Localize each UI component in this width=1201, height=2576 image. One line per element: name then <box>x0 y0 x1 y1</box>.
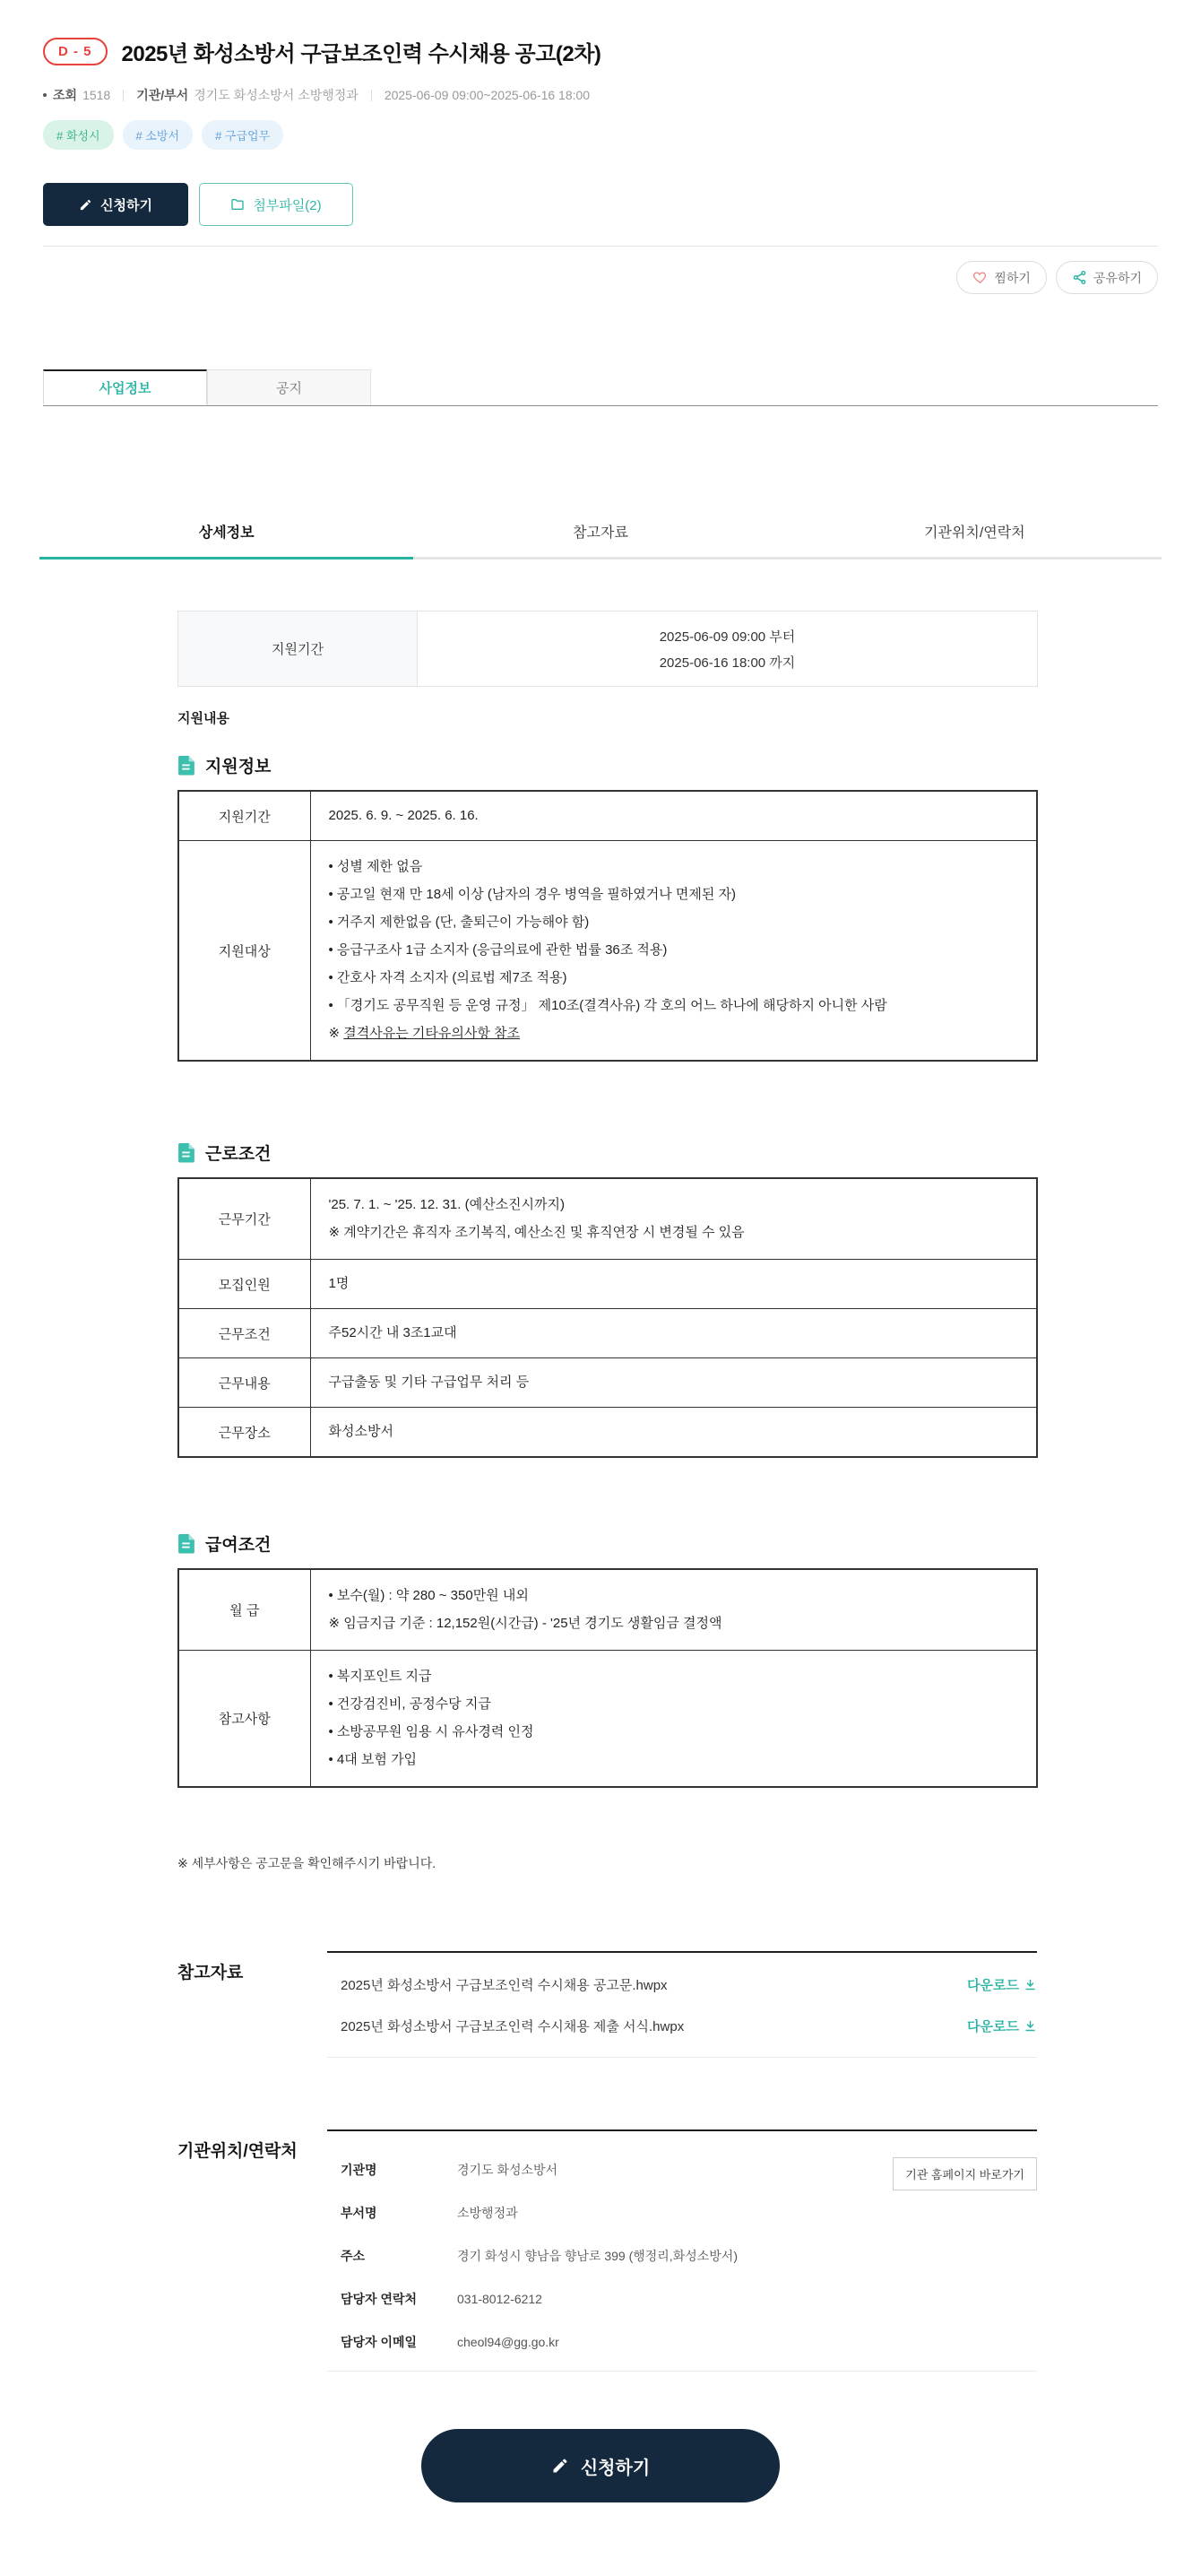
attachments-button[interactable] <box>199 183 353 226</box>
document-icon <box>177 1533 196 1554</box>
row-label: 지원대상 <box>178 841 310 1062</box>
header <box>0 0 1201 226</box>
primary-tabs <box>43 369 1158 406</box>
homepage-button[interactable]: 기관 홈페이지 바로가기 <box>893 2157 1037 2190</box>
row-value <box>310 1651 1037 1788</box>
contact-value: cheol94@gg.go.kr <box>457 2335 559 2349</box>
tag-ems-work[interactable]: # 구급업무 <box>202 120 283 150</box>
table-row <box>178 1260 1037 1309</box>
contact-label: 담당자 연락처 <box>341 2292 418 2306</box>
row-label: 근무내용 <box>178 1358 310 1408</box>
contact-row <box>327 2333 1037 2351</box>
apply-period-value <box>418 611 1038 687</box>
line: '25. 7. 1. ~ '25. 12. 31. (예산소진시까지) <box>328 1197 566 1212</box>
support-info-table <box>177 790 1038 1062</box>
dday-badge: D - 5 <box>43 38 108 65</box>
meta-row <box>43 86 1158 104</box>
heart-icon <box>972 270 988 285</box>
apply-period-table <box>177 611 1038 687</box>
meta-separator <box>123 90 124 101</box>
like-button-label: 찜하기 <box>994 270 1031 285</box>
title-row <box>43 0 1158 67</box>
apply-period-from: 2025-06-09 09:00 부터 <box>659 629 796 645</box>
references-title: 참고자료 <box>177 1964 244 1982</box>
share-button[interactable] <box>1056 261 1158 294</box>
row-value: 구급출동 및 기타 구급업무 처리 등 <box>310 1358 1037 1408</box>
views-label: 조회 <box>53 88 78 102</box>
support-info-heading <box>177 753 1038 777</box>
table-row <box>178 791 1037 841</box>
contact-label: 부서명 <box>341 2206 377 2220</box>
attachments-button-label: 첨부파일(2) <box>253 197 322 213</box>
bottom-apply-button[interactable] <box>421 2429 780 2502</box>
tab-notice[interactable]: 공지 <box>207 369 371 405</box>
line: ※ 임금지급 기준 : 12,152원(시간급) - '25년 경기도 생활임금 결정액 <box>328 1616 722 1631</box>
page-title: 2025년 화성소방서 구급보조인력 수시채용 공고(2차) <box>121 42 601 66</box>
salary-title: 급여조건 <box>205 1536 272 1555</box>
apply-period-to: 2025-06-16 18:00 까지 <box>659 655 796 671</box>
meta-separator <box>371 90 372 101</box>
pencil-icon <box>79 198 92 212</box>
contact-row <box>327 2247 1037 2265</box>
views-value: 1518 <box>82 88 111 102</box>
action-row <box>43 183 1158 226</box>
row-value: 2025. 6. 9. ~ 2025. 6. 16. <box>310 791 1037 841</box>
document-icon <box>177 755 196 776</box>
row-value: 1명 <box>310 1260 1037 1309</box>
row-label: 참고사항 <box>178 1651 310 1788</box>
references-list <box>327 1951 1037 2058</box>
work-conditions-title: 근로조건 <box>205 1145 272 1164</box>
contact-title: 기관위치/연락처 <box>177 2142 298 2161</box>
download-label: 다운로드 <box>967 1978 1019 1993</box>
share-icon <box>1072 270 1087 285</box>
row-label: 근무장소 <box>178 1408 310 1458</box>
tag-hwaseongsi[interactable]: # 화성시 <box>43 120 114 150</box>
pencil-icon <box>551 2457 569 2475</box>
document-icon <box>177 1142 196 1163</box>
file-name: 2025년 화성소방서 구급보조인력 수시채용 제출 서식.hwpx <box>341 2019 685 2034</box>
contact-value: 031-8012-6212 <box>457 2292 542 2306</box>
table-row <box>178 1358 1037 1408</box>
table-row <box>178 1569 1037 1651</box>
file-name: 2025년 화성소방서 구급보조인력 수시채용 공고문.hwpx <box>341 1978 668 1993</box>
header-divider <box>43 246 1158 247</box>
work-conditions-heading <box>177 1141 1038 1165</box>
note-underlined-text: 결격사유는 기타유의사항 참조 <box>343 1026 520 1041</box>
tab-references[interactable]: 참고자료 <box>413 521 787 559</box>
dept-label: 기관/부서 <box>136 88 189 102</box>
table-row <box>178 1651 1037 1788</box>
contact-row <box>327 2161 1037 2179</box>
dept-value: 경기도 화성소방서 소방행정과 <box>194 88 359 102</box>
list-item: • 간호사 자격 소지자 (의료법 제7조 적용) <box>328 970 567 985</box>
apply-button-label: 신청하기 <box>100 197 152 213</box>
table-row <box>178 1408 1037 1458</box>
salary-heading <box>177 1531 1038 1556</box>
salary-table <box>177 1568 1038 1788</box>
tab-location-contact[interactable]: 기관위치/연락처 <box>788 521 1162 559</box>
row-label: 모집인원 <box>178 1260 310 1309</box>
table-row <box>178 841 1037 1062</box>
list-item: • 공고일 현재 만 18세 이상 (남자의 경우 병역을 필하였거나 면제된 자) <box>328 887 737 902</box>
like-share-row <box>43 261 1158 294</box>
row-value <box>310 841 1037 1062</box>
secondary-tabs <box>39 521 1162 559</box>
disqualification-note <box>329 1025 1019 1043</box>
apply-button[interactable] <box>43 183 188 226</box>
table-row <box>178 1178 1037 1260</box>
row-label: 월 급 <box>178 1569 310 1651</box>
apply-period-label: 지원기간 <box>178 611 418 687</box>
contact-value: 소방행정과 <box>457 2206 518 2220</box>
row-label: 근무기간 <box>178 1178 310 1260</box>
support-info-title: 지원정보 <box>205 758 272 776</box>
tag-row <box>43 120 1158 150</box>
row-value <box>310 1569 1037 1651</box>
line: • 보수(월) : 약 280 ~ 350만원 내외 <box>328 1588 529 1603</box>
row-value: 주52시간 내 3조1교대 <box>310 1309 1037 1358</box>
list-item: • 4대 보험 가입 <box>328 1752 418 1767</box>
share-button-label: 공유하기 <box>1093 270 1142 285</box>
list-item: • 복지포인트 지급 <box>328 1669 432 1684</box>
note-prefix: ※ <box>328 1026 344 1041</box>
row-value: 화성소방서 <box>310 1408 1037 1458</box>
contact-label: 담당자 이메일 <box>341 2335 418 2349</box>
line: ※ 계약기간은 휴직자 조기복직, 예산소진 및 휴직연장 시 변경될 수 있음 <box>328 1225 745 1240</box>
file-row <box>327 1975 1037 1994</box>
contact-label: 주소 <box>341 2249 366 2263</box>
list-item: • 응급구조사 1급 소지자 (응급의료에 관한 법률 36조 적용) <box>328 942 668 958</box>
table-row <box>178 1309 1037 1358</box>
download-icon <box>1024 2019 1037 2033</box>
contact-label: 기관명 <box>341 2163 377 2177</box>
detail-content <box>177 611 1038 1788</box>
row-label: 근무조건 <box>178 1309 310 1358</box>
work-conditions-table <box>177 1177 1038 1458</box>
folder-icon <box>230 197 245 212</box>
bottom-apply-label: 신청하기 <box>580 2458 651 2478</box>
period-value: 2025-06-09 09:00~2025-06-16 18:00 <box>384 88 591 102</box>
tab-detail-info[interactable]: 상세정보 <box>39 521 413 559</box>
contact-info <box>327 2129 1037 2372</box>
list-item: • 건강검진비, 공정수당 지급 <box>328 1696 491 1712</box>
contact-value: 경기도 화성소방서 <box>457 2163 558 2177</box>
references-section <box>177 1951 1037 2058</box>
bullet-dot-icon <box>43 93 47 97</box>
download-link[interactable] <box>967 1975 1037 1994</box>
list-item: • 성별 제한 없음 <box>328 859 423 874</box>
row-value <box>310 1178 1037 1260</box>
contact-row <box>327 2204 1037 2222</box>
contact-row <box>327 2290 1037 2308</box>
like-button[interactable] <box>956 261 1047 294</box>
download-link[interactable] <box>967 2017 1037 2035</box>
list-item: • 소방공무원 임용 시 유사경력 인정 <box>328 1724 534 1739</box>
download-label: 다운로드 <box>967 2019 1019 2034</box>
file-row <box>327 2017 1037 2035</box>
contact-section <box>177 2129 1037 2372</box>
footnote: ※ 세부사항은 공고문을 확인해주시기 바랍니다. <box>177 1856 436 1870</box>
content-title: 지원내용 <box>177 711 229 726</box>
tag-fire-station[interactable]: # 소방서 <box>123 120 194 150</box>
row-label: 지원기간 <box>178 791 310 841</box>
tab-business-info[interactable]: 사업정보 <box>43 369 207 405</box>
list-item: • 「경기도 공무직원 등 운영 규정」 제10조(결격사유) 각 호의 어느 하나에 해당하지 아니한 사람 <box>328 998 887 1013</box>
download-icon <box>1024 1978 1037 1991</box>
list-item: • 거주지 제한없음 (단, 출퇴근이 가능해야 함) <box>328 915 590 930</box>
table-row <box>178 611 1038 687</box>
contact-value: 경기 화성시 향남읍 향남로 399 (행정리,화성소방서) <box>457 2249 738 2263</box>
